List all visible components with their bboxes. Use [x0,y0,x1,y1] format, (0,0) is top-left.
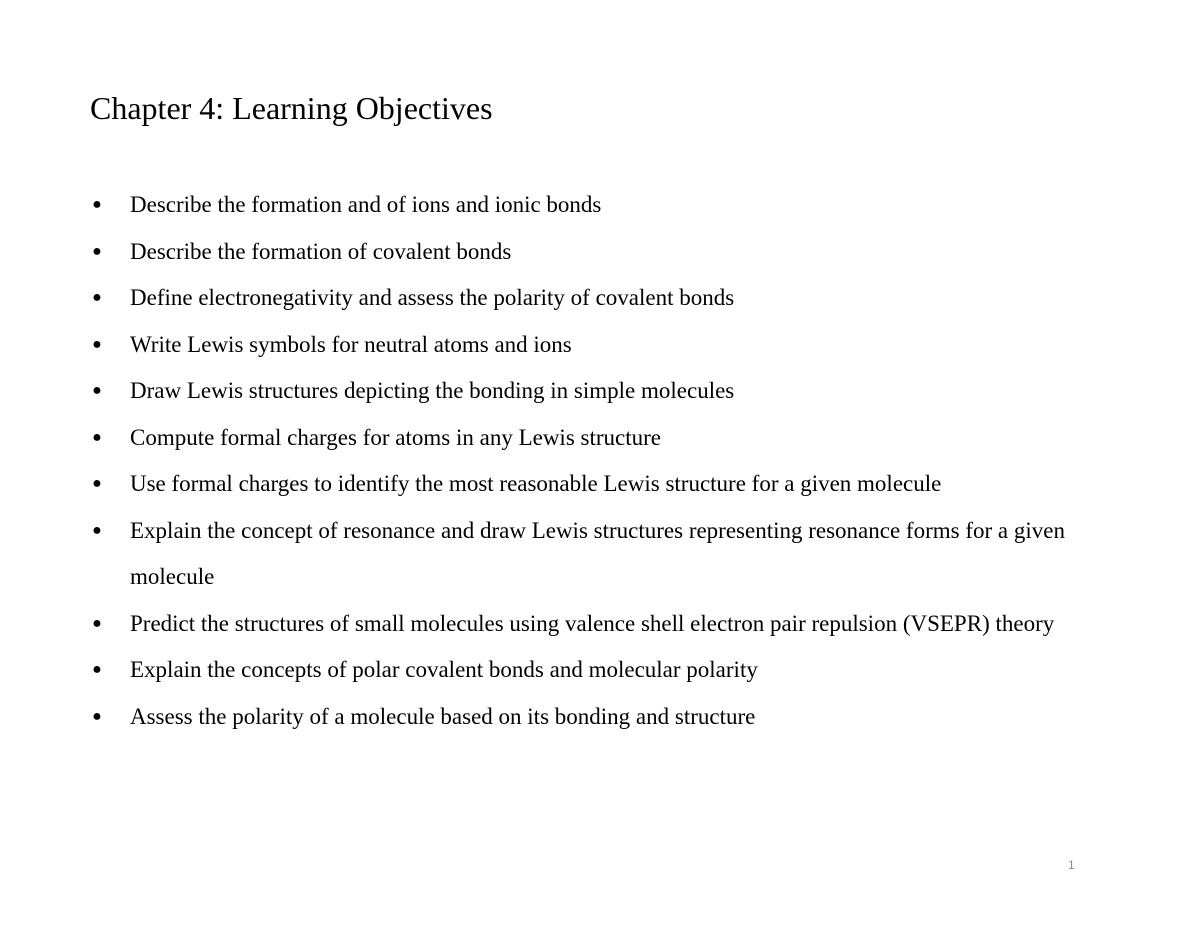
bullet-icon: ● [92,614,102,632]
list-item [90,229,1090,276]
list-item [90,461,1090,508]
page-title: Chapter 4: Learning Objectives [90,90,493,126]
objective-text: Write Lewis symbols for neutral atoms and ions [130,331,572,357]
page-number: 1 [1068,858,1075,872]
objective-text: Draw Lewis structures depicting the bonding in simple molecules [130,378,735,403]
bullet-icon: ● [92,335,102,353]
objective-text: Define electronegativity and assess the polarity of covalent bonds [130,285,735,310]
list-item [90,647,1090,694]
bullet-icon: ● [92,475,102,492]
bullet-icon: ● [92,242,102,260]
bullet-icon: ● [92,196,102,213]
objective-text: Use formal charges to identify the most reasonable Lewis structure for a given molecule [130,471,942,496]
objective-text: Describe the formation and of ions and ionic bonds [130,192,602,217]
bullet-icon: ● [92,661,102,678]
objective-text: Explain the concepts of polar covalent bonds and molecular polarity [130,657,758,682]
bullet-icon: ● [92,289,102,306]
objective-text: Assess the polarity of a molecule based on its bonding and structure [130,703,756,729]
list-item [90,275,1090,322]
list-item [90,601,1090,648]
bullet-icon: ● [92,428,102,446]
list-item [90,322,1090,369]
learning-objectives-list [90,182,1090,740]
list-item [90,182,1090,229]
objective-text: Describe the formation of covalent bonds [130,238,512,264]
list-item [90,508,1090,601]
list-item [90,368,1090,415]
list-item [90,694,1090,741]
bullet-icon: ● [92,707,102,725]
bullet-icon: ● [92,521,102,539]
list-item [90,415,1090,462]
objective-text: Compute formal charges for atoms in any Lewis structure [130,424,661,450]
objective-text: Explain the concept of resonance and draw Lewis structures representing resonance forms for a given molecule [130,517,1065,589]
objective-text: Predict the structures of small molecules using valence shell electron pair repulsion (VSEPR) theory [130,610,1055,636]
bullet-icon: ● [92,382,102,399]
